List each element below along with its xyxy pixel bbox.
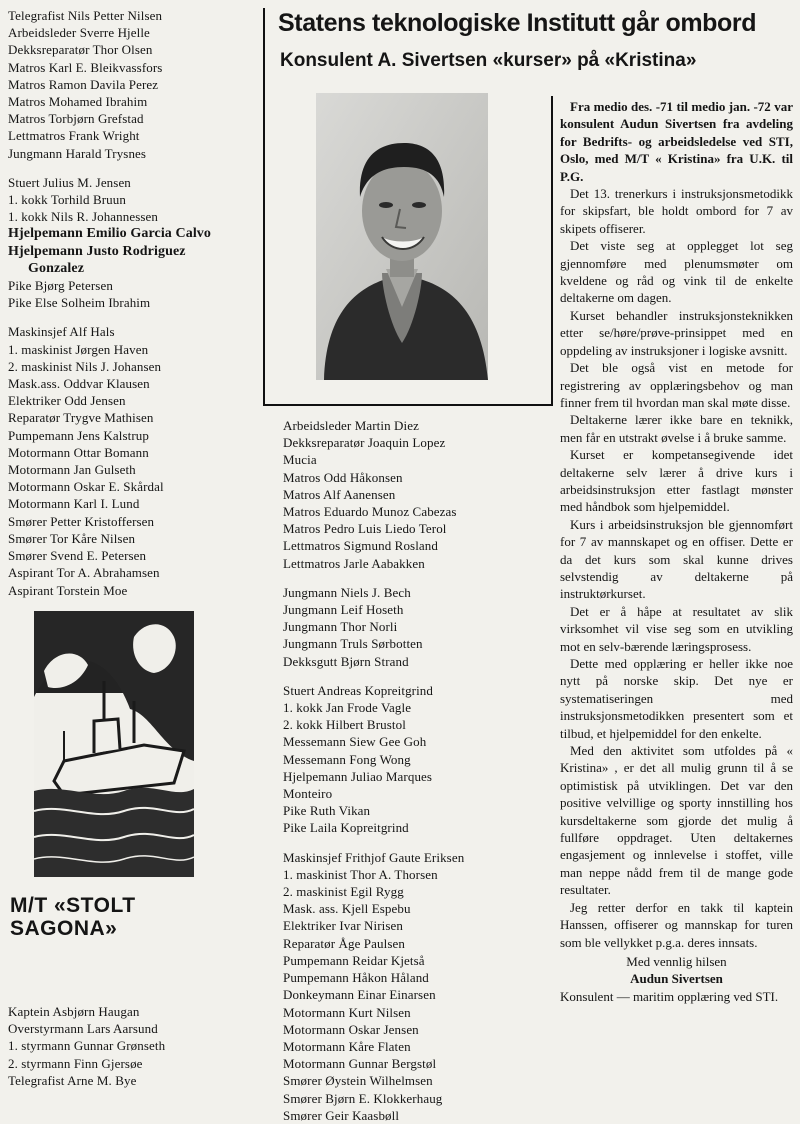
crew-list-item: Matros Karl E. Bleikvassfors [8, 59, 163, 75]
crew-list-item: Reparatør Åge Paulsen [283, 935, 405, 951]
crew-list-left [8, 7, 258, 599]
crew-list-item: Motormann Kurt Nilsen [283, 1004, 411, 1020]
ship-title-line: SAGONA» [10, 917, 118, 940]
crew-list-item: Gonzalez [28, 260, 85, 276]
crew-list-item: Pumpemann Jens Kalstrup [8, 427, 149, 443]
crew-list-bottom-left [8, 1003, 258, 1089]
crew-list-item: Jungmann Harald Trysnes [8, 145, 147, 161]
crew-list-item: Aspirant Tor A. Abrahamsen [8, 565, 160, 581]
crew-list-item: Hjelpemann Justo Rodriguez [8, 243, 186, 259]
crew-list-item: Elektriker Ivar Nirisen [283, 918, 403, 934]
crew-list-item: Smører Geir Kaasbøll [283, 1107, 400, 1123]
crew-list-item: Matros Ramon Davila Perez [8, 76, 159, 92]
crew-list-item: Smører Tor Kåre Nilsen [8, 530, 136, 546]
crew-list-item: Motormann Oskar Jensen [283, 1021, 419, 1037]
crew-list-item: Hjelpemann Juliao Marques [283, 768, 433, 784]
list-gap [283, 837, 543, 849]
crew-list-item: 2. maskinist Egil Rygg [283, 884, 404, 900]
crew-list-item: Motormann Jan Gulseth [8, 462, 136, 478]
crew-list-item: 2. maskinist Nils J. Johansen [8, 358, 162, 374]
consultant-portrait-photo [316, 93, 488, 380]
crew-list-item: Jungmann Thor Norli [283, 619, 398, 635]
list-gap [8, 311, 258, 323]
crew-list-item: Motormann Karl I. Lund [8, 496, 140, 512]
list-gap [8, 162, 258, 174]
crew-list-item: Jungmann Leif Hoseth [283, 602, 404, 618]
crew-list-item: Smører Svend E. Petersen [8, 548, 147, 564]
crew-list-item: Matros Pedro Luis Liedo Terol [283, 521, 447, 537]
crew-list-item: Reparatør Trygve Mathisen [8, 410, 154, 426]
crew-list-item: Smører Petter Kristoffersen [8, 513, 155, 529]
article-paragraph: Kurs i arbeidsinstruksjon ble gjennomført for 7 av mannskapet og en offiser. Dette er da det kurs som skal kunne drives selvstendig av deltakerne på instruktørkurset. [560, 516, 793, 602]
crew-list-item: 2. styrmann Finn Gjersøe [8, 1055, 143, 1071]
crew-list-item: Kaptein Asbjørn Haugan [8, 1004, 140, 1019]
ship-drawing-illustration [34, 611, 194, 877]
crew-list-item: 1. styrmann Gunnar Grønseth [8, 1038, 166, 1054]
crew-list-item: 1. kokk Torhild Bruun [8, 192, 126, 208]
crew-list-item: Mask. ass. Kjell Espebu [283, 901, 411, 917]
crew-list-item: Monteiro [283, 786, 333, 802]
crew-list-item: Motormann Kåre Flaten [283, 1038, 411, 1054]
article-paragraph: Deltakerne lærer ikke bare en teknikk, men får en utstrakt øvelse i å bruke samme. [560, 412, 793, 445]
article-closing: Med vennlig hilsen [626, 953, 727, 969]
article-signature-role: Konsulent — maritim opplæring ved STI. [560, 988, 779, 1004]
crew-list-item: Mucia [283, 452, 317, 468]
article-paragraph: Det 13. trenerkurs i instruksjonsmetodikk for skipsfart, ble holdt ombord for 7 av skipets offiserer. [560, 186, 793, 236]
crew-list-item: Jungmann Niels J. Bech [283, 584, 411, 600]
crew-list-item: Matros Eduardo Munoz Cabezas [283, 504, 457, 520]
crew-list-item: Dekksgutt Bjørn Strand [283, 653, 409, 669]
crew-list-item: Lettmatros Jarle Aabakken [283, 555, 425, 571]
crew-list-item: Jungmann Truls Sørbotten [283, 636, 423, 652]
article-lead: Fra medio des. -71 til medio jan. -72 var konsulent Audun Sivertsen fra avdeling for Bedrifts- og arbeidsledelse ved STI, Oslo, med M/T « Kristina» fra U.K. til P.G. [560, 99, 793, 184]
ship-title [10, 894, 210, 940]
crew-list-item: Motormann Ottar Bomann [8, 444, 149, 460]
article-paragraphs [560, 185, 793, 951]
article-paragraph: Det viste seg at opplegget lot seg gjennomføre med plenumsmøter om kveldene og råd og vink til de enkelte deltakerne om dagen. [560, 238, 793, 306]
crew-list-item: Pike Laila Kopreitgrind [283, 820, 409, 836]
crew-list-item: Lettmatros Sigmund Rosland [283, 538, 438, 554]
crew-list-item: Overstyrmann Lars Aarsund [8, 1021, 158, 1037]
crew-list-item: Dekksreparatør Thor Olsen [8, 42, 153, 58]
crew-list-item: 1. kokk Nils R. Johannessen [8, 209, 159, 225]
crew-list-item: 1. kokk Jan Frode Vagle [283, 700, 412, 716]
crew-list-item: Pike Else Solheim Ibrahim [8, 295, 151, 311]
crew-list-item: Maskinsjef Frithjof Gaute Eriksen [283, 849, 465, 865]
crew-list-item: Pumpemann Reidar Kjetså [283, 952, 425, 968]
crew-list-item: Maskinsjef Alf Hals [8, 324, 115, 340]
ship-title-line: M/T «STOLT [10, 894, 136, 917]
crew-list-item: Motormann Oskar E. Skårdal [8, 479, 164, 495]
crew-list-item: Motormann Gunnar Bergstøl [283, 1056, 437, 1072]
crew-list-item: Matros Odd Håkonsen [283, 469, 403, 485]
article-paragraph: Dette med opplæring er heller ikke noe nytt på norske skip. Det nye er systematiseringen med instruksjonsmetodikken presentert som et tilbud, et hjelpemiddel for den enkelte. [560, 656, 793, 741]
article-paragraph: Det ble også vist en metode for registrering av opplæringsbehov og man finner frem til hvordan man skal møte disse. [560, 360, 793, 410]
article-body [560, 98, 793, 1005]
crew-list-item: Dekksreparatør Joaquin Lopez [283, 435, 446, 451]
article-frame-right-rule [551, 96, 553, 406]
crew-list-item: Pike Bjørg Petersen [8, 278, 113, 294]
headline: Statens teknologiske Institutt går ombord [278, 9, 757, 37]
crew-list-item: Stuert Julius M. Jensen [8, 174, 131, 190]
crew-list-item: Messemann Siew Gee Goh [283, 734, 427, 750]
article-signature: Audun Sivertsen [630, 971, 723, 987]
crew-list-item: Hjelpemann Emilio Garcia Calvo [8, 226, 212, 242]
article-paragraph: Jeg retter derfor en takk til kaptein Hanssen, offiserer og mannskap for turen som ble vellykket p.g.a. deres innsats. [560, 899, 793, 950]
article-frame-left-rule [263, 8, 265, 406]
crew-list-item: Pike Ruth Vikan [283, 803, 371, 819]
crew-list-item: Telegrafist Nils Petter Nilsen [8, 8, 163, 23]
article-frame-bottom-rule [263, 404, 553, 406]
article-paragraph: Kurset er kompetansegivende idet deltakerne selv lærer å drive kurs i arbeidsinstruksjon etter fastlagt mønster med håndbok som hjelpemiddel. [560, 447, 793, 515]
article-paragraph: Kurset behandler instruksjonsteknikken etter se/høre/prøve-prinsippet med en oppdeling av instruksjoner i logiske avsnitt. [560, 307, 793, 358]
crew-list-item: Pumpemann Håkon Håland [283, 970, 429, 986]
list-gap [283, 670, 543, 682]
list-gap [283, 572, 543, 584]
article-paragraph: Med den aktivitet som utfoldes på « Kristina» , er det all mulig grunn til å se optimistisk på utviklingen. Det var den positive velvillige og sporty innstilling hos kursdeltakerne som gjorde det mulig å fullføre oppdraget. Uten deltakernes engasjement og innlevelse i stoffet, ville man neppe nådd frem til de mange gode resultater. [560, 743, 793, 898]
crew-list-item: Elektriker Odd Jensen [8, 393, 126, 409]
crew-list-item: Messemann Fong Wong [283, 751, 411, 767]
article-paragraph: Det er å håpe at resultatet av slik virksomhet vil vise seg som en utvikling mot en selv-bærende læringsprosess. [560, 603, 793, 654]
crew-list-item: Smører Bjørn E. Klokkerhaug [283, 1090, 443, 1106]
crew-list-item: Smører Øystein Wilhelmsen [283, 1073, 433, 1089]
crew-list-item: Mask.ass. Oddvar Klausen [8, 376, 150, 392]
crew-list-item: Arbeidsleder Martin Diez [283, 418, 419, 433]
crew-list-item: Lettmatros Frank Wright [8, 128, 140, 144]
crew-list-item: 1. maskinist Thor A. Thorsen [283, 866, 438, 882]
crew-list-item: Donkeymann Einar Einarsen [283, 987, 436, 1003]
crew-list-item: Matros Mohamed Ibrahim [8, 94, 148, 110]
crew-list-item: 1. maskinist Jørgen Haven [8, 341, 149, 357]
crew-list-item: Arbeidsleder Sverre Hjelle [8, 25, 150, 41]
crew-list-item: Aspirant Torstein Moe [8, 582, 128, 598]
crew-list-item: Stuert Andreas Kopreitgrind [283, 682, 434, 698]
crew-list-item: Matros Torbjørn Grefstad [8, 111, 144, 127]
crew-list-middle [283, 417, 543, 1124]
crew-list-item: 2. kokk Hilbert Brustol [283, 717, 406, 733]
subheadline: Konsulent A. Sivertsen «kurser» på «Kristina» [280, 50, 697, 71]
crew-list-item: Telegrafist Arne M. Bye [8, 1072, 137, 1088]
crew-list-item: Matros Alf Aanensen [283, 486, 396, 502]
